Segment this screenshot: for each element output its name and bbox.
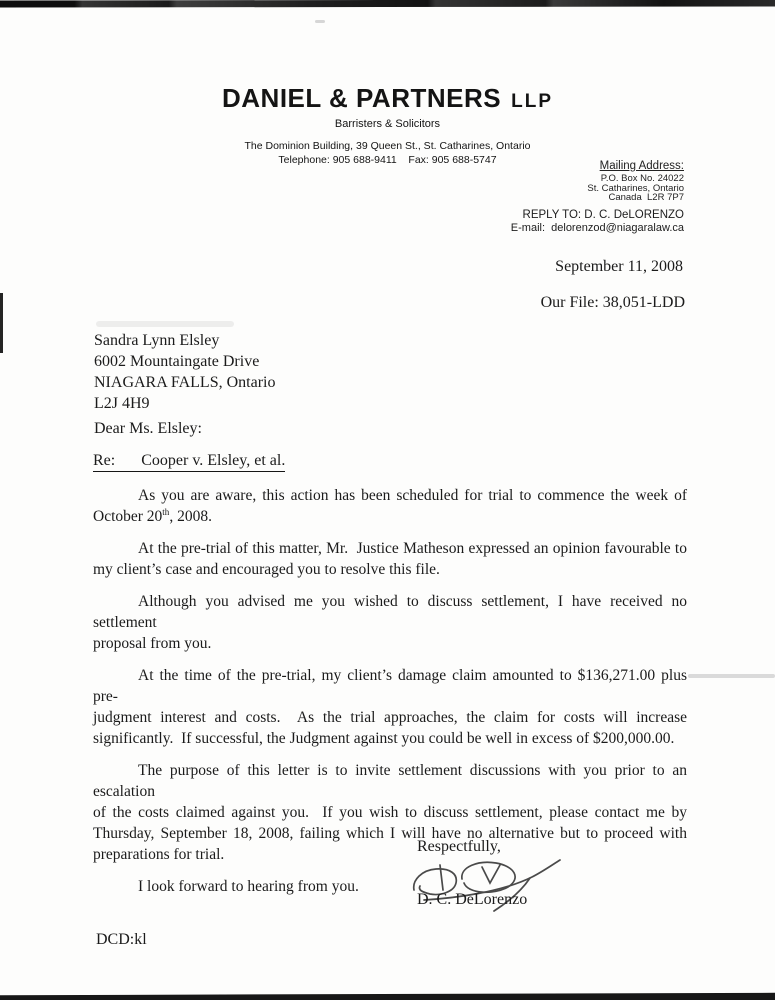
firm-name-text: DANIEL & PARTNERS bbox=[221, 83, 502, 113]
signer-name: D. C. DeLorenzo bbox=[417, 891, 528, 908]
scan-streak-right bbox=[688, 674, 775, 678]
body-line: At the pre-trial of this matter, Mr. Justice Matheson expressed an opinion favourable to bbox=[138, 540, 687, 557]
mailing-address-line: P.O. Box No. 24022 bbox=[600, 173, 684, 184]
email-line: E-mail: delorenzod@niagaralaw.ca bbox=[510, 222, 684, 234]
mailing-address-block bbox=[587, 160, 684, 203]
mailing-address-label: Mailing Address: bbox=[599, 160, 684, 172]
paragraph bbox=[93, 665, 687, 749]
firm-suffix: LLP bbox=[511, 91, 553, 112]
typist-reference: DCD:kl bbox=[96, 931, 147, 948]
scan-edge-top bbox=[0, 0, 775, 8]
body-line: my client’s case and encouraged you to resolve this file. bbox=[93, 561, 440, 578]
mailing-address-line: Canada L2R 7P7 bbox=[608, 192, 684, 203]
recipient-block bbox=[94, 330, 275, 414]
paragraph bbox=[93, 876, 687, 897]
reply-to-line: REPLY TO: D. C. DeLORENZO bbox=[522, 209, 684, 221]
file-reference: Our File: 38,051-LDD bbox=[540, 294, 685, 311]
closing-valediction: Respectfully, bbox=[417, 838, 501, 855]
body-line: proposal from you. bbox=[93, 635, 212, 652]
body-line-text: October 20 bbox=[93, 508, 163, 525]
body-line: I look forward to hearing from you. bbox=[138, 878, 359, 895]
paragraph bbox=[93, 538, 687, 580]
recipient-street: 6002 Mountaingate Drive bbox=[94, 353, 260, 370]
salutation: Dear Ms. Elsley: bbox=[94, 420, 202, 437]
letterhead bbox=[0, 84, 775, 166]
firm-phone-line: Telephone: 905 688-9411 Fax: 905 688-5747 bbox=[278, 154, 497, 166]
body-line: Thursday, September 18, 2008, failing which I will have no alternative but to proceed with bbox=[93, 825, 687, 842]
body-line: At the time of the pre-trial, my client’s damage claim amounted to $136,271.00 plus pre- bbox=[93, 667, 687, 705]
paragraph bbox=[93, 760, 687, 865]
paragraph bbox=[93, 485, 687, 527]
body-line: The purpose of this letter is to invite settlement discussions with you prior to an escalation bbox=[93, 762, 687, 800]
scan-smudge-left bbox=[96, 321, 234, 327]
scan-speck-top bbox=[315, 20, 325, 23]
body-line: of the costs claimed against you. If you wish to discuss settlement, please contact me by bbox=[93, 804, 687, 821]
body-line bbox=[93, 506, 687, 527]
body-line: preparations for trial. bbox=[93, 846, 225, 863]
firm-tagline: Barristers & Solicitors bbox=[334, 118, 441, 130]
scan-mark-left-edge bbox=[0, 293, 3, 353]
letter-body bbox=[93, 485, 687, 908]
body-line: Although you advised me you wished to discuss settlement, I have received no settlement bbox=[93, 593, 687, 631]
body-line: judgment interest and costs. As the trial approaches, the claim for costs will increase bbox=[93, 709, 687, 726]
body-line: As you are aware, this action has been scheduled for trial to commence the week of bbox=[138, 487, 687, 504]
paragraph bbox=[93, 591, 687, 654]
subject-text: Cooper v. Elsley, et al. bbox=[141, 452, 286, 469]
firm-name bbox=[0, 84, 775, 116]
date-line: September 11, 2008 bbox=[555, 258, 683, 275]
body-line-text: , 2008. bbox=[169, 508, 212, 525]
recipient-city: NIAGARA FALLS, Ontario bbox=[94, 374, 276, 391]
ordinal-superscript: th bbox=[162, 506, 170, 517]
firm-address-line: The Dominion Building, 39 Queen St., St. Catharines, Ontario bbox=[244, 140, 531, 152]
reply-to-block bbox=[511, 209, 684, 235]
scan-edge-bottom bbox=[0, 993, 775, 1000]
recipient-postal-code: L2J 4H9 bbox=[94, 395, 150, 412]
mailing-address-line: St. Catharines, Ontario bbox=[587, 182, 684, 194]
subject-line bbox=[93, 452, 285, 472]
body-line: significantly. If successful, the Judgment against you could be well in excess of $200,000.00. bbox=[93, 730, 675, 747]
recipient-name: Sandra Lynn Elsley bbox=[94, 332, 220, 349]
subject-label: Re: bbox=[93, 452, 116, 469]
